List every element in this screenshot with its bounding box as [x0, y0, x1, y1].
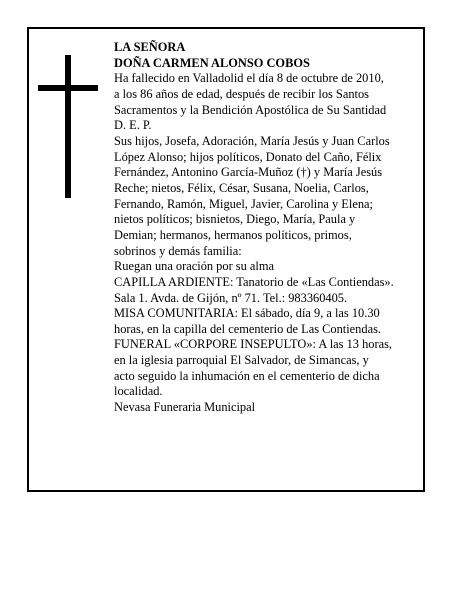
notice-line: a los 86 años de edad, después de recibir los Santos — [114, 86, 369, 101]
notice-line: Fernández, Antonino García-Muñoz (†) y María Jesús — [114, 165, 383, 180]
cross-icon — [38, 55, 98, 198]
notice-line: nietos políticos; bisnietos, Diego, María, Paula y — [114, 212, 356, 227]
notice-heading-title: LA SEÑORA — [114, 40, 186, 54]
notice-line: Sacramentos y la Bendición Apostólica de Su Santidad — [114, 102, 387, 117]
notice-line: Ha fallecido en Valladolid el día 8 de octubre de 2010, — [114, 71, 384, 86]
notice-line: MISA COMUNITARIA: El sábado, día 9, a las 10.30 — [114, 306, 380, 321]
notice-line: Fernando, Ramón, Miguel, Javier, Carolina y Elena; — [114, 196, 373, 211]
notice-line: horas, en la capilla del cementerio de Las Contiendas. — [114, 321, 381, 336]
notice-line: Demian; hermanos, hermanos políticos, primos, — [114, 227, 352, 242]
notice-line: en la iglesia parroquial El Salvador, de Simancas, y — [114, 353, 369, 368]
cross-horizontal-bar — [38, 85, 98, 91]
obituary-text — [114, 40, 422, 416]
notice-line: FUNERAL «CORPORE INSEPULTO»: A las 13 horas, — [114, 337, 393, 352]
notice-heading-name: DOÑA CARMEN ALONSO COBOS — [114, 55, 310, 70]
cross-vertical-bar — [65, 55, 71, 198]
notice-line: D. E. P. — [114, 118, 152, 133]
notice-line: CAPILLA ARDIENTE: Tanatorio de «Las Contiendas». — [114, 274, 394, 289]
notice-line: López Alonso; hijos políticos, Donato del Caño, Félix — [114, 149, 382, 164]
notice-line: acto seguido la inhumación en el cementerio de dicha — [114, 368, 380, 383]
notice-line: sobrinos y demás familia: — [114, 243, 242, 258]
notice-line: localidad. — [114, 384, 163, 399]
notice-line: Sala 1. Avda. de Gijón, nº 71. Tel.: 983360405. — [114, 290, 348, 305]
notice-line: Reche; nietos, Félix, César, Susana, Noelia, Carlos, — [114, 180, 369, 195]
notice-line: Nevasa Funeraria Municipal — [114, 400, 256, 415]
notice-line: Ruegan una oración por su alma — [114, 259, 274, 274]
notice-line: Sus hijos, Josefa, Adoración, María Jesús y Juan Carlos — [114, 133, 390, 148]
